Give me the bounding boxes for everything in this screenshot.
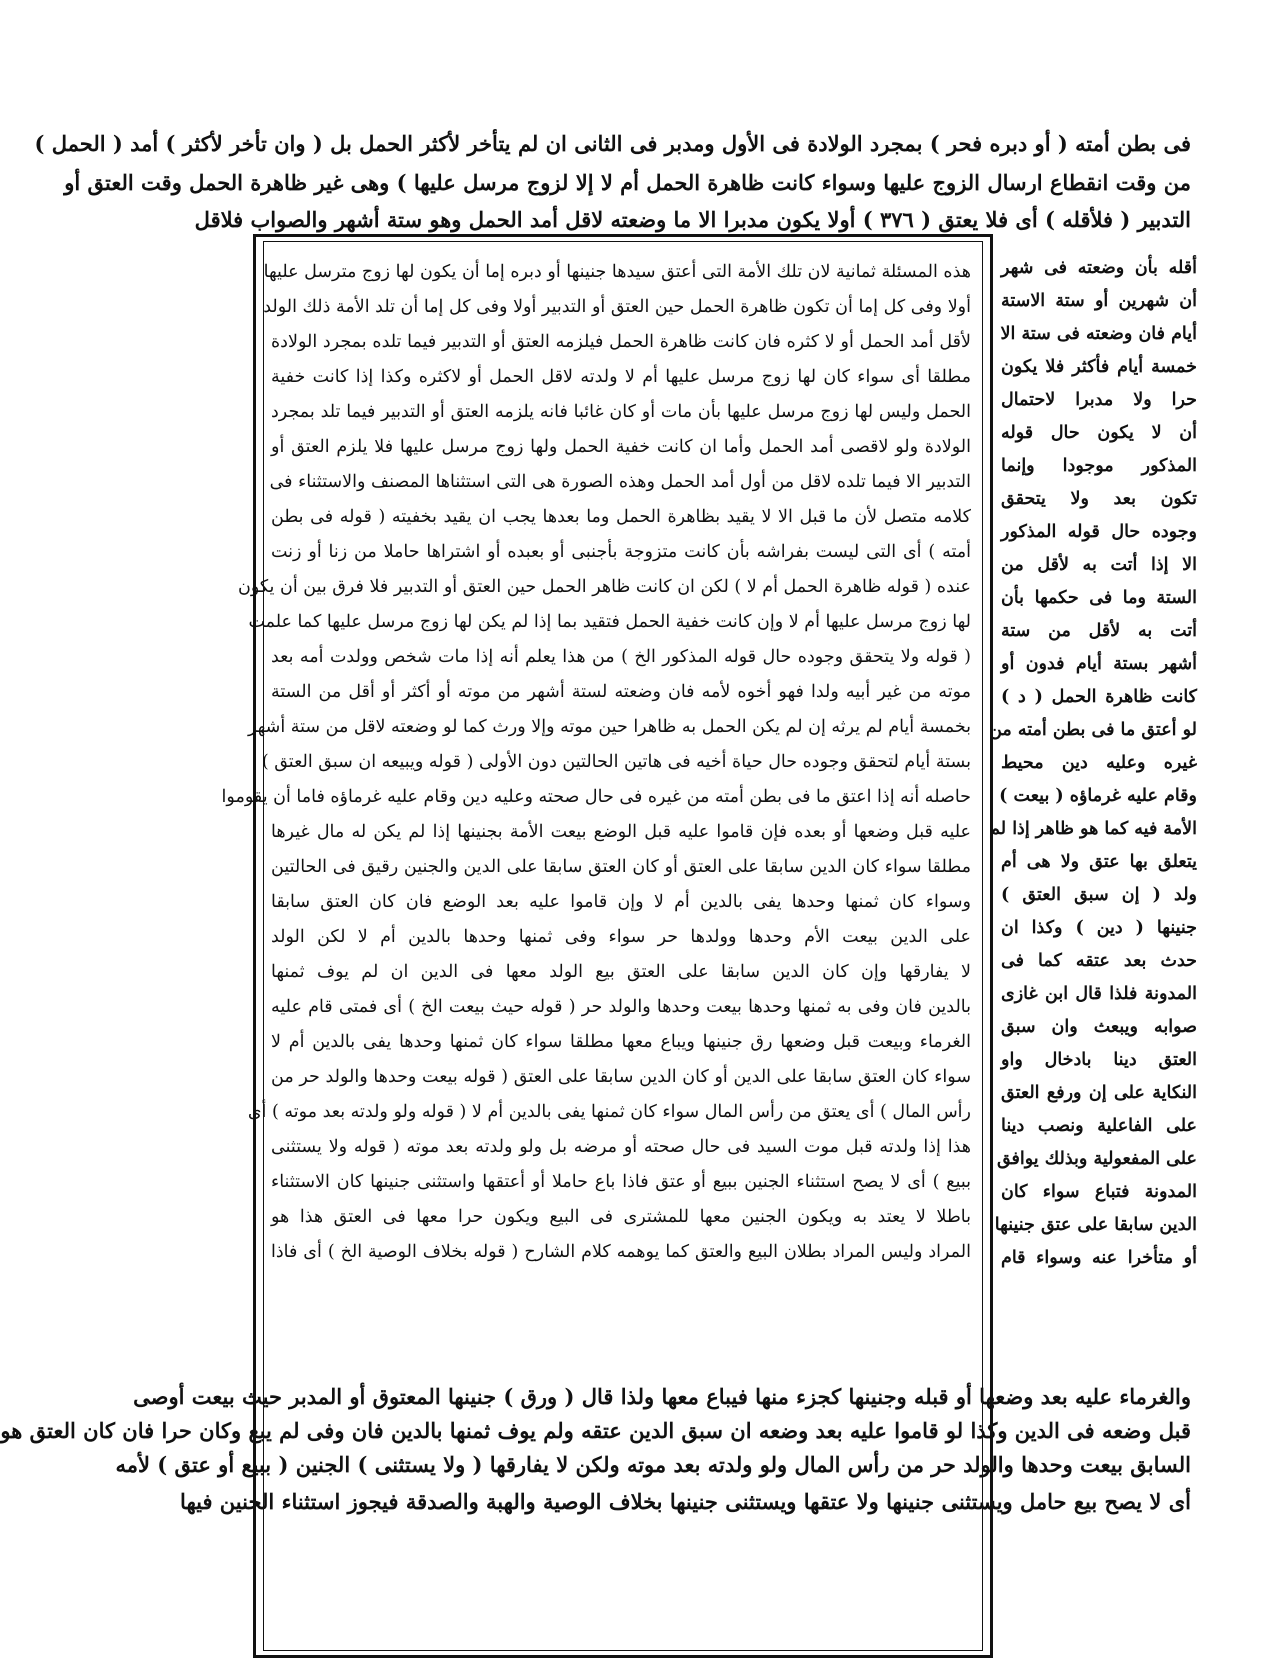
main-text-line: والغرماء عليه بعد وضعها أو قبله وجنينها كجزء منها فيباع معها ولذا قال ( ورق ) جنينها المعتوق أو المدبر حيث بيعت أوصى bbox=[133, 1384, 1191, 1409]
main-text-line: السابق بيعت وحدها والولد حر من رأس المال ولو ولدته بعد موته ولكن لا يفارقها ( ولا يستثنى ) الجنين ( ببيع أو عتق ) لأمه bbox=[115, 1452, 1191, 1477]
main-text-line: أى لا يصح بيع حامل ويستثنى جنينها ولا عتقها ويستثنى جنينها بخلاف الوصية والهبة والصدقة فيجوز استثناء الجنين فيها bbox=[180, 1489, 1191, 1514]
commentary-line: لأقل أمد الحمل أو لا كثره فان كانت ظاهرة الحمل فيلزمه العتق أو التدبير فيما تلده بمجرد الولادة bbox=[271, 332, 971, 352]
commentary-line: التدبير الا فيما تلده لاقل من أول أمد الحمل وهذه الصورة هى التى استثناها المصنف والاستثناء فى bbox=[269, 472, 971, 492]
commentary-line: ببيع ) أى لا يصح استثناء الجنين ببيع أو عتق فاذا باع حاملا أو أعتقها واستثنى جنينها كان الاستثناء bbox=[271, 1172, 971, 1192]
side-text-line: النكاية على إن ورفع العتق bbox=[1001, 1083, 1197, 1103]
commentary-line: عنده ( قوله ظاهرة الحمل أم لا ) لكن ان كانت ظاهر الحمل حين العتق أو التدبير فلا فرق بين أن يكون bbox=[237, 577, 971, 597]
side-text-line: خمسة أيام فأكثر فلا يكون bbox=[1001, 357, 1197, 377]
side-text-line: لو أعتق ما فى بطن أمته من bbox=[989, 720, 1197, 740]
side-text-line: ولد ( إن سبق العتق ) bbox=[1001, 885, 1197, 905]
commentary-line: حاصله أنه إذا اعتق ما فى بطن أمته من غيره فى حال صحته وعليه دين وقام عليه غرماؤه فاما أن يقوموا bbox=[221, 787, 971, 807]
side-text-line: المذكور موجودا وإنما bbox=[1001, 456, 1197, 476]
side-text-line: كانت ظاهرة الحمل ( د ) bbox=[1001, 687, 1197, 707]
commentary-line: كلامه متصل لأن ما قبل الا لا يقيد بظاهرة الحمل وما بعدها يجب ان يقيد بخفيته ( قوله فى بطن bbox=[271, 507, 971, 527]
commentary-line: رأس المال ) أى يعتق من رأس المال سواء كان ثمنها يفى بالدين أم لا ( قوله ولو ولدته بعد موته ) أى bbox=[247, 1102, 971, 1122]
commentary-line: الولادة ولو لاقصى أمد الحمل وأما ان كانت خفية الحمل ولها زوج مرسل عليها فلا يلزم العتق أو bbox=[271, 437, 971, 457]
commentary-line: لها زوج مرسل عليها أم لا وإن كانت خفية الحمل فتقيد بما إذا لم يكن لها زوج مرسل عليها كما علمت bbox=[248, 612, 971, 632]
side-text-line: الا إذا أتت به لأقل من bbox=[1001, 555, 1197, 575]
commentary-line: عليه قبل وضعها أو بعده فإن قاموا عليه قبل الوضع بيعت الأمة بجنينها إذا لم يكن له مال غيرها bbox=[271, 822, 971, 842]
side-text-line: صوابه ويبعث وان سبق bbox=[1001, 1017, 1197, 1037]
commentary-line: بستة أيام لتحقق وجوده حال حياة أخيه فى هاتين الحالتين دون الأولى ( قوله ويبيعه ان سبق العتق ) bbox=[261, 752, 971, 772]
side-text-line: غيره وعليه دين محيط bbox=[1001, 753, 1197, 773]
commentary-line: موته من غير أبيه ولدا فهو أخوه لأمه فان وضعته لستة أشهر من موته أو أكثر أو أقل من الستة bbox=[271, 682, 971, 702]
commentary-line: هذا إذا ولدته قبل موت السيد فى حال صحته أو مرضه بل ولو ولدته بعد موته ( قوله ولا يستثنى bbox=[271, 1137, 971, 1157]
commentary-line: أمته ) أى التى ليست بفراشه بأن كانت متزوجة بأجنبى أو بعبده أو اشتراها حاملا من زنا أو زنت bbox=[271, 542, 971, 562]
side-text-line: أتت به لأقل من ستة bbox=[1001, 621, 1197, 641]
side-text-line: أقله بأن وضعته فى شهر bbox=[1001, 258, 1197, 278]
commentary-line: هذه المسئلة ثمانية لان تلك الأمة التى أعتق سيدها جنينها أو دبره إما أن يكون لها زوج مترسل عليها bbox=[263, 262, 971, 282]
commentary-line: مطلقا أى سواء كان لها زوج مرسل عليها أم لا ولدته لاقل الحمل أو لاكثره وكذا إذا كانت خفية bbox=[271, 367, 971, 387]
side-text-line: أشهر بستة أيام فدون أو bbox=[1001, 654, 1197, 674]
side-text-line: على المفعولية وبذلك يوافق bbox=[996, 1149, 1197, 1169]
commentary-line: الغرماء وبيعت قبل وضعها رق جنينها ويباع معها مطلقا سواء كان ثمنها وحدها يفى بالدين أم لا bbox=[271, 1032, 971, 1052]
side-text-line: أن شهرين أو ستة الاستة bbox=[1001, 291, 1197, 311]
commentary-line: وسواء كان ثمنها وحدها يفى بالدين أم لا وإن قاموا عليه بعد الوضع فان كان العتق سابقا bbox=[271, 892, 971, 912]
commentary-line: باطلا لا يعتد به ويكون الجنين معها للمشترى فى البيع ويكون حرا معها فى العتق هذا هو bbox=[271, 1207, 971, 1227]
side-text-line: على الفاعلية ونصب دينا bbox=[1001, 1116, 1197, 1136]
side-text-line: المدونة فتباع سواء كان bbox=[1001, 1182, 1197, 1202]
commentary-line: سواء كان العتق سابقا على الدين أو كان الدين سابقا على العتق ( قوله بيعت وحدها والولد حر من bbox=[271, 1067, 971, 1087]
side-text-line: أو متأخرا عنه وسواء قام bbox=[1001, 1248, 1197, 1268]
side-text-line: حدث بعد عتقه كما فى bbox=[1001, 951, 1197, 971]
side-text-line: وجوده حال قوله المذكور bbox=[1001, 522, 1197, 542]
side-text-line: حرا ولا مدبرا لاحتمال bbox=[1001, 390, 1197, 410]
main-text-line: التدبير ( فلأقله ) أى فلا يعتق ( ٣٧٦ ) أولا يكون مدبرا الا ما وضعته لاقل أمد الحمل وهو ستة أشهر والصواب فلاقل bbox=[194, 207, 1191, 232]
side-text-line: العتق دينا بادخال واو bbox=[1001, 1050, 1197, 1070]
main-text-line: فى بطن أمته ( أو دبره فحر ) بمجرد الولادة فى الأول ومدبر فى الثانى ان لم يتأخر لأكثر الحمل بل ( وان تأخر لأكثر ) أمد ( الحمل ) bbox=[34, 131, 1191, 156]
commentary-line: أولا وفى كل إما أن تكون ظاهرة الحمل حين العتق أو التدبير أولا وفى كل إما أن تلد الأمة ذلك الولد bbox=[263, 297, 971, 317]
side-text-line: يتعلق بها عتق ولا هى أم bbox=[1001, 852, 1197, 872]
side-text-line: أيام فان وضعته فى ستة الا bbox=[1000, 324, 1197, 344]
side-text-line: جنينها ( دين ) وكذا ان bbox=[1001, 918, 1197, 938]
side-text-line: الستة وما فى حكمها بأن bbox=[1001, 588, 1197, 608]
commentary-line: بخمسة أيام لم يرثه إن لم يكن الحمل به ظاهرا حين موته وإلا ورث كما لو وضعته لاقل من ستة أشهر bbox=[247, 717, 971, 737]
main-text-line: من وقت انقطاع ارسال الزوج عليها وسواء كانت ظاهرة الحمل أم لا إلا لزوج مرسل عليها ) وهى غير ظاهرة الحمل وقت العتق أو bbox=[64, 170, 1191, 195]
side-text-line: الأمة فيه كما هو ظاهر إذا لم bbox=[989, 819, 1197, 839]
commentary-line: لا يفارقها وإن كان الدين سابقا على العتق بيع الولد معها فى الدين ان لم يوف ثمنها bbox=[271, 962, 971, 982]
commentary-line: المراد وليس المراد بطلان البيع والعتق كما يوهمه كلام الشارح ( قوله بخلاف الوصية الخ ) أى فاذا bbox=[271, 1242, 971, 1262]
side-text-line: تكون بعد ولا يتحقق bbox=[1001, 489, 1197, 509]
main-text-line: قبل وضعه فى الدين وكذا لو قاموا عليه بعد وضعه ان سبق الدين عتقه ولم يوف ثمنها بالدين فان وفى لم يبع وكان حرا فان كان العتق هو bbox=[0, 1418, 1191, 1443]
commentary-line: على الدين بيعت الأم وحدها وولدها حر سواء وفى ثمنها وحدها بالدين أم لا لكن الولد bbox=[271, 927, 971, 947]
commentary-line: الحمل وليس لها زوج مرسل عليها بأن مات أو كان غائبا فانه يلزمه العتق أو التدبير فيما تلد بمجرد bbox=[271, 402, 971, 422]
side-text-line: الدين سابقا على عتق جنينها bbox=[994, 1215, 1197, 1235]
side-text-line: المدونة فلذا قال ابن غازى bbox=[1001, 984, 1197, 1004]
side-text-line: وقام عليه غرماؤه ( بيعت ) bbox=[999, 786, 1197, 806]
commentary-line: ( قوله ولا يتحقق وجوده حال قوله المذكور الخ ) من هذا يعلم أنه إذا مات شخص وولدت أمه بعد bbox=[271, 647, 971, 667]
commentary-line: مطلقا سواء كان الدين سابقا على العتق أو كان العتق سابقا على الدين والجنين رقيق فى الحالتين bbox=[271, 857, 971, 877]
side-text-line: أن لا يكون حال قوله bbox=[1001, 423, 1197, 443]
commentary-line: بالدين فان وفى به ثمنها وحدها بيعت وحدها والولد حر ( قوله حيث بيعت الخ ) أى فمتى قام عليه bbox=[271, 997, 971, 1017]
